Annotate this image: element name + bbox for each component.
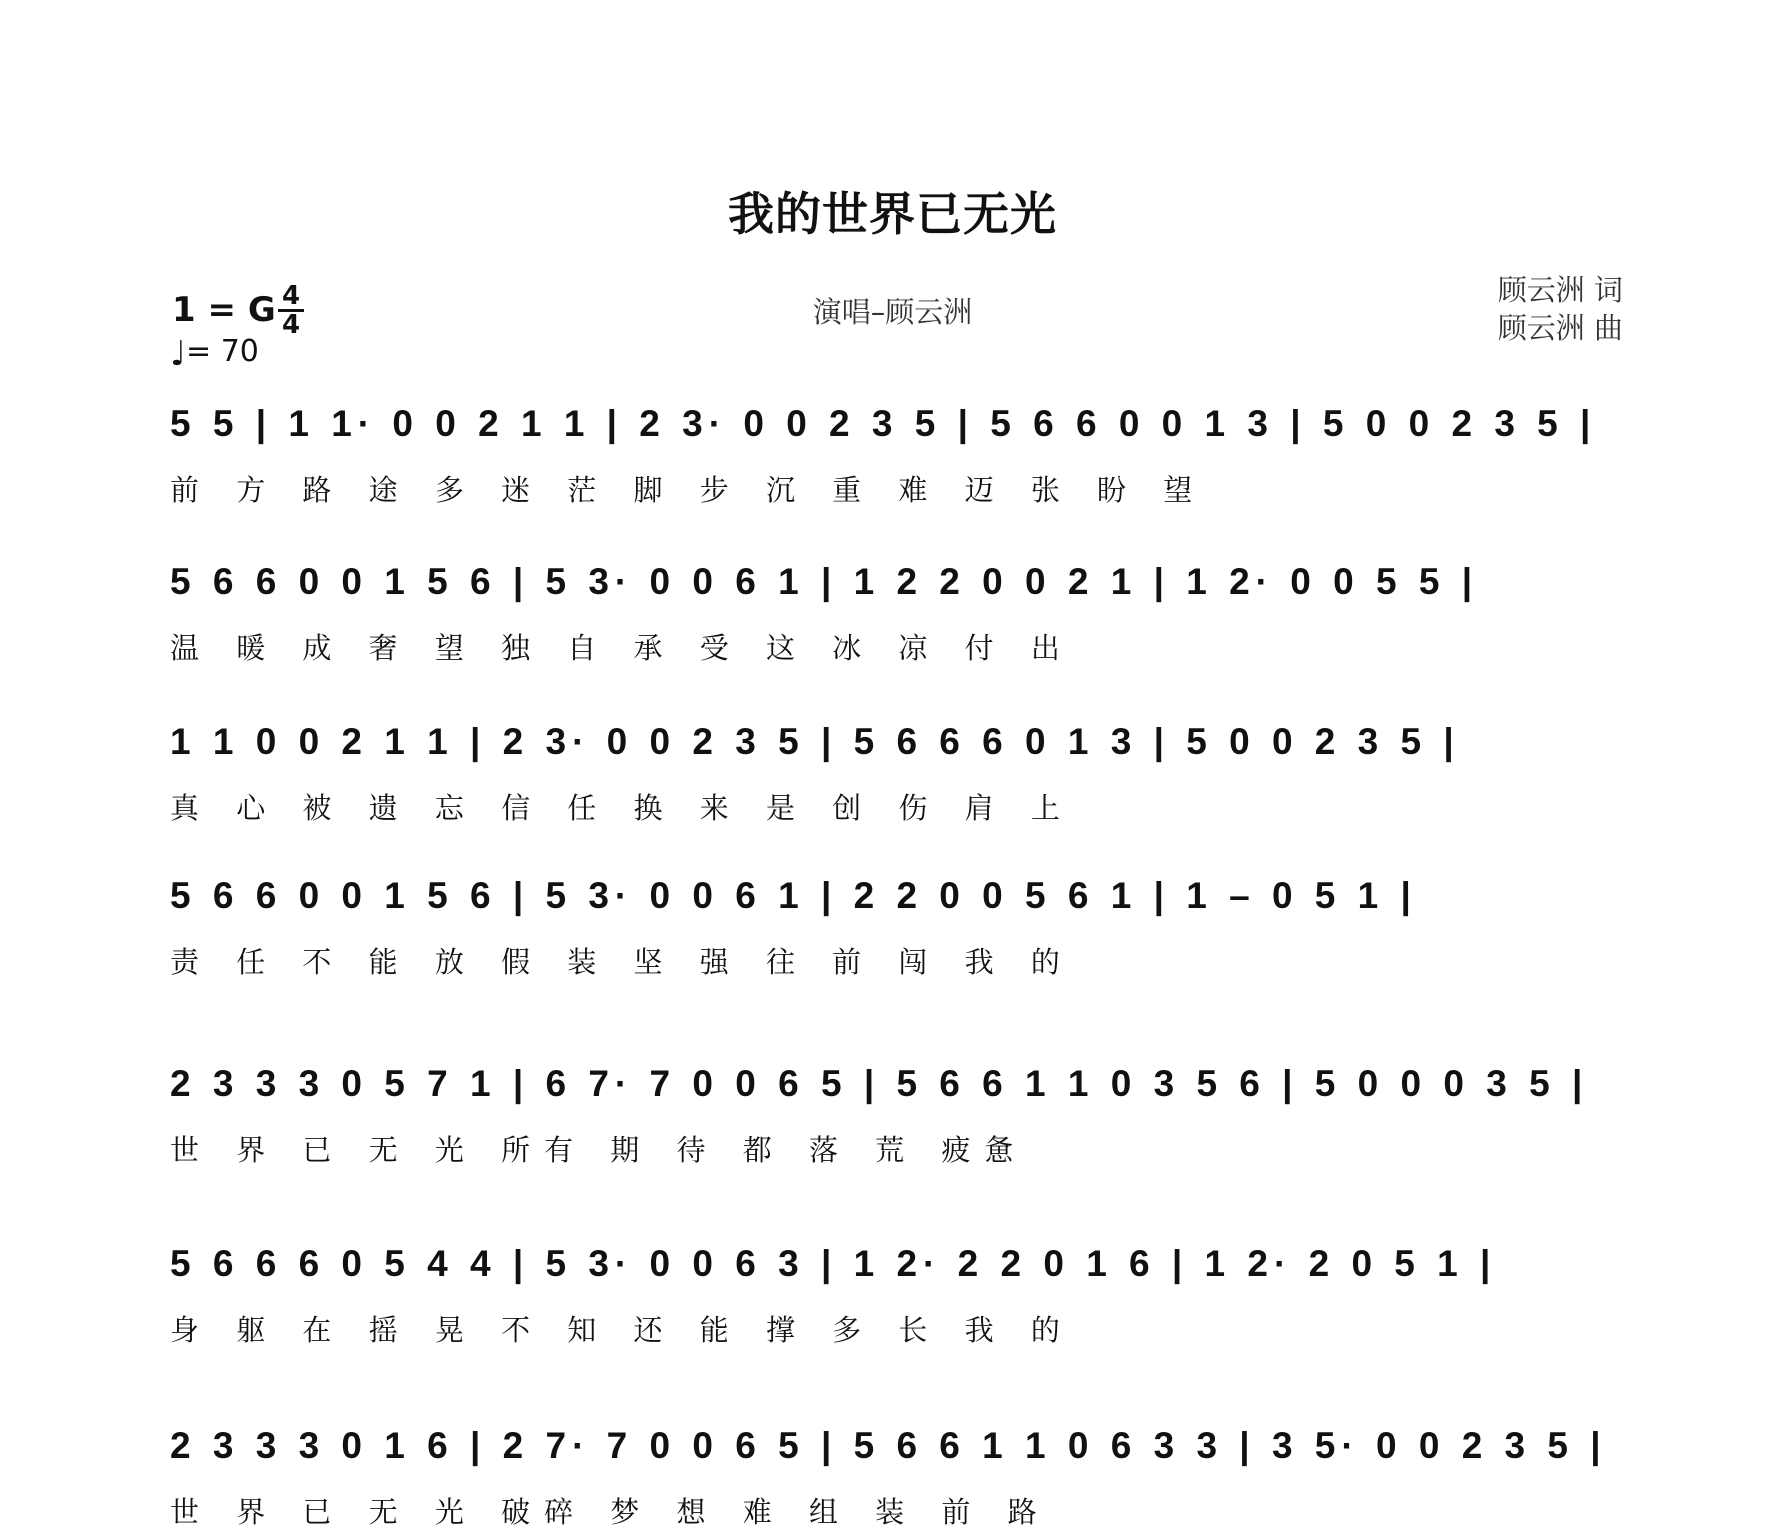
notation-row: 2 3 3 3 0 1 6 | 2 7· 7 0 0 6 5 | 5 6 6 1 1 0 6 3 3 | 3 5· 0 0 2 3 5 |: [170, 1425, 1607, 1466]
tempo-value: = 70: [186, 334, 259, 369]
lyricist-credit: 顾云洲 词: [1497, 273, 1623, 307]
lyrics-row: 世 界 已 无 光 破碎 梦 想 难 组 装 前 路: [170, 1495, 1051, 1529]
notation-row: 1 1 0 0 2 1 1 | 2 3· 0 0 2 3 5 | 5 6 6 6 0 1 3 | 5 0 0 2 3 5 |: [170, 721, 1460, 762]
score-line: [170, 870, 1630, 990]
composer-credit: 顾云洲 曲: [1497, 311, 1623, 345]
score-line: [170, 1058, 1630, 1178]
notation-row: 5 6 6 6 0 5 4 4 | 5 3· 0 0 6 3 | 1 2· 2 2 0 1 6 | 1 2· 2 0 5 1 |: [170, 1243, 1497, 1284]
lyrics-row: 真 心 被 遗 忘 信 任 换 来 是 创 伤 肩 上: [170, 791, 1074, 825]
score-line: [170, 398, 1630, 518]
singer-credit: 演唱–顾云洲: [812, 295, 973, 329]
lyrics-row: 前 方 路 途 多 迷 茫 脚 步 沉 重 难 迈 张 盼 望: [170, 473, 1207, 507]
lyrics-row: 世 界 已 无 光 所有 期 待 都 落 荒 疲惫: [170, 1133, 1028, 1167]
notation-row: 2 3 3 3 0 5 7 1 | 6 7· 7 0 0 6 5 | 5 6 6 1 1 0 3 5 6 | 5 0 0 0 3 5 |: [170, 1063, 1589, 1104]
lyrics-row: 温 暖 成 奢 望 独 自 承 受 这 冰 凉 付 出: [170, 631, 1074, 665]
score-line: [170, 1238, 1630, 1358]
quarter-note-icon: ♩: [170, 334, 187, 374]
meter-bottom: 4: [281, 310, 301, 340]
key-signature: 1 = G: [172, 290, 276, 330]
tempo-marking: [170, 334, 259, 374]
song-title: 我的世界已无光: [728, 187, 1057, 241]
notation-row: 5 6 6 0 0 1 5 6 | 5 3· 0 0 6 1 | 1 2 2 0 0 2 1 | 1 2· 0 0 5 5 |: [170, 561, 1479, 602]
score-line: [170, 556, 1630, 676]
score-line: [170, 716, 1630, 836]
notation-row: 5 5 | 1 1· 0 0 2 1 1 | 2 3· 0 0 2 3 5 | 5 6 6 0 0 1 3 | 5 0 0 2 3 5 |: [170, 403, 1597, 444]
score-line: [170, 1420, 1630, 1540]
meter-top: 4: [281, 281, 301, 311]
lyrics-row: 身 躯 在 摇 晃 不 知 还 能 撑 多 长 我 的: [170, 1313, 1074, 1347]
notation-row: 5 6 6 0 0 1 5 6 | 5 3· 0 0 6 1 | 2 2 0 0 5 6 1 | 1 – 0 5 1 |: [170, 875, 1417, 916]
lyrics-row: 责 任 不 能 放 假 装 坚 强 往 前 闯 我 的: [170, 945, 1074, 979]
